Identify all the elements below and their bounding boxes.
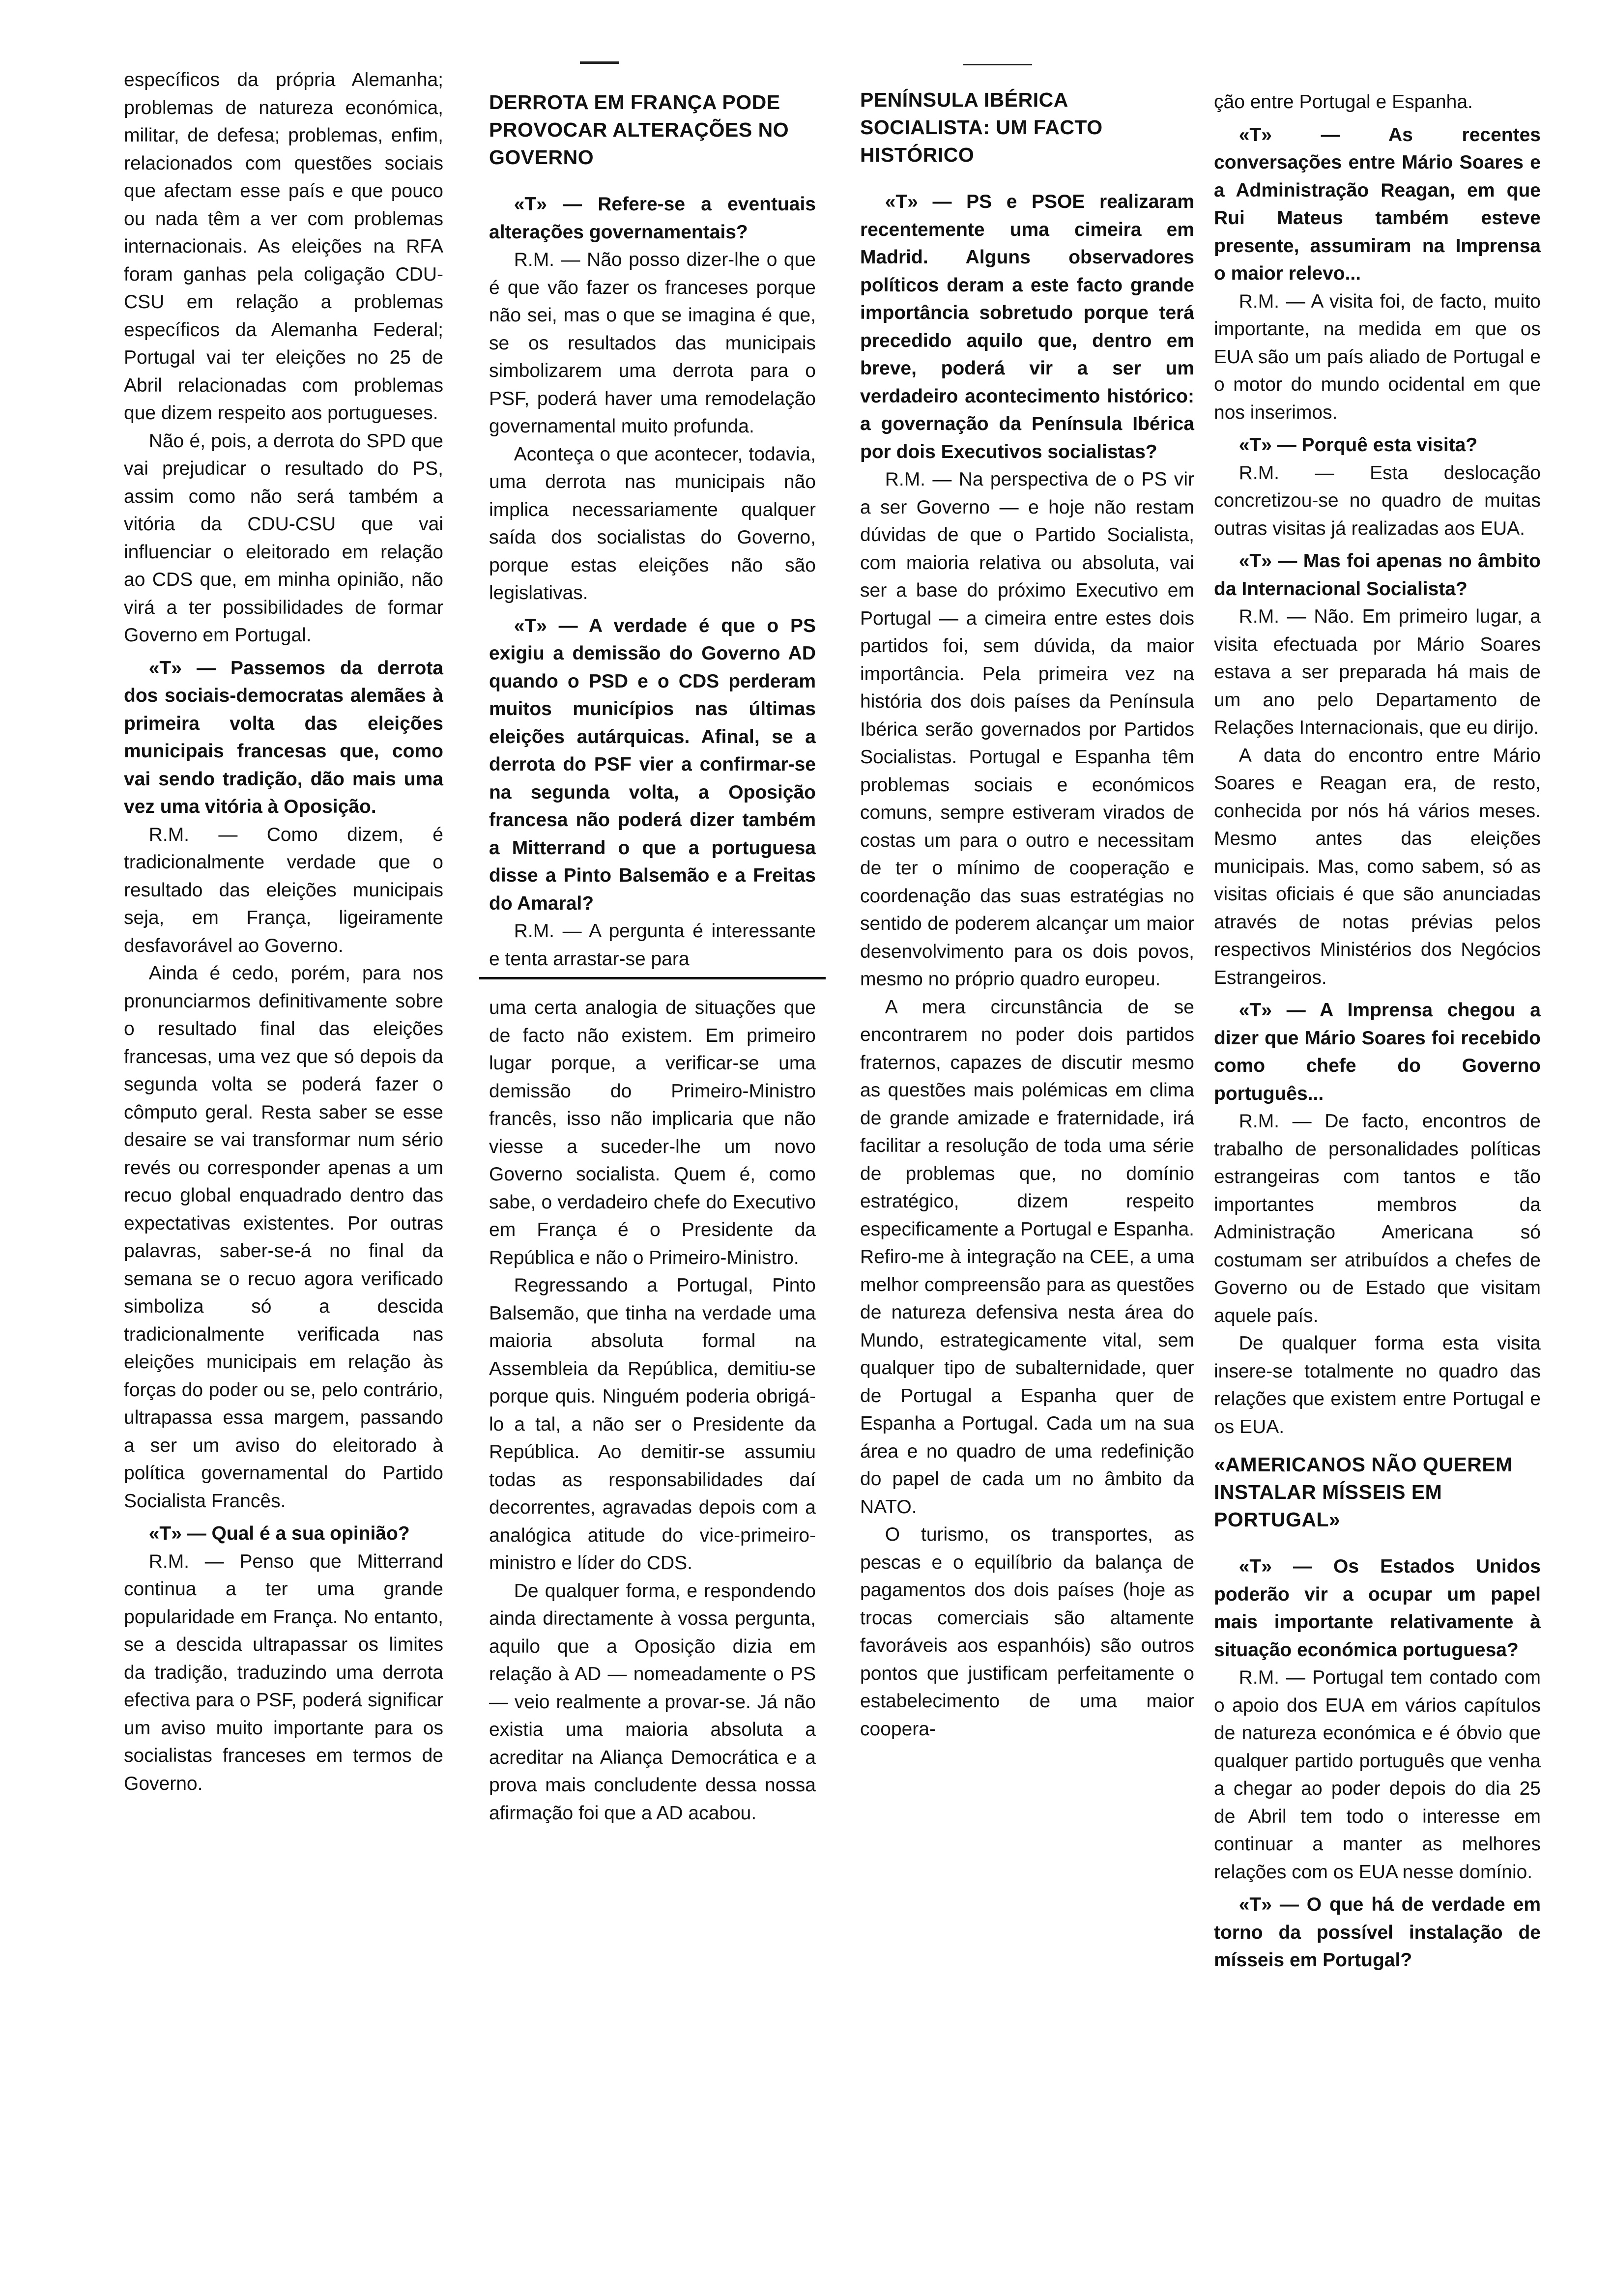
interview-answer: ção entre Portugal e Espanha. — [1214, 91, 1473, 113]
interview-answer: R.M. — Esta deslocação concretizou-se no quadro de muitas outras visitas já realizadas aos EUA. — [1214, 462, 1541, 539]
interview-answer: A data do encontro entre Mário Soares e Reagan era, de resto, conhecida por nós há vários meses. Mesmo antes das eleições municipais. Mas, como sabem, só as visitas oficiais é que são anunciadas através de notas prévias pelos respectivos Ministérios dos Negócios Estrangeiros. — [1214, 745, 1541, 988]
section-headline: PENÍNSULA IBÉRICA SOCIALISTA: UM FACTO HISTÓRICO — [860, 88, 1103, 166]
interview-question: «T» — O que há de verdade em torno da possível instalação de mísseis em Portugal? — [1214, 1894, 1541, 1971]
interview-question: «T» — A Imprensa chegou a dizer que Mário Soares foi recebido como chefe do Governo português... — [1214, 1000, 1541, 1104]
interview-answer: De qualquer forma esta visita insere-se totalmente no quadro das relações que existem entre Portugal e os EUA. — [1214, 1333, 1541, 1437]
interview-question: «T» — PS e PSOE realizaram recentemente uma cimeira em Madrid. Alguns observadores políticos deram a este facto grande importância sobretudo porque terá precedido aquilo que, dentro em breve, poderá vir a ser um verdadeiro acontecimento histórico: a governação da Península Ibérica por dois Executivos socialistas? — [860, 191, 1194, 462]
interview-question: «T» — As recentes conversações entre Mário Soares e a Administração Reagan, em que Rui Mateus também esteve presente, assumiram na Imprensa o maior relevo... — [1214, 124, 1541, 284]
interview-question: «T» — Porquê esta visita? — [1238, 434, 1478, 456]
interview-question: «T» — Passemos da derrota dos sociais-democratas alemães à primeira volta das eleições municipais francesas que, como vai sendo tradição, dão mais uma vez uma vitória à Oposição. — [124, 657, 443, 817]
interview-question: «T» — Refere-se a eventuais alterações governamentais? — [489, 194, 816, 243]
section-headline: «AMERICANOS NÃO QUEREM INSTALAR MÍSSEIS EM PORTUGAL» — [1214, 1453, 1513, 1531]
interview-answer: Ainda é cedo, porém, para nos pronunciarmos definitivamente sobre o resultado final das eleições francesas, uma vez que só depois da segunda volta se poderá fazer o cômputo geral. Resta saber se esse desaire se vai transformar num sério revés ou corresponder apenas a um recuo global enquadrado dentro das expectativas existentes. Por outras palavras, saber-se-á no final da semana se o recuo agora verificado simboliza só a descida tradicionalmente verificada nas eleições municipais em relação às forças do poder ou se, pelo contrário, ultrapassa essa margem, passando a ser um aviso do eleitorado à política governamental do Partido Socialista Francês. — [124, 963, 443, 1512]
interview-answer: R.M. — De facto, encontros de trabalho de personalidades políticas estrangeiras com tantos e tão importantes membros da Administração Americana só costumam ser atribuídos a chefes de Governo ou de Estado que visitam aquele país. — [1214, 1111, 1541, 1326]
interview-answer: uma certa analogia de situações que de facto não existem. Em primeiro lugar porque, a verificar-se uma demissão do Primeiro-Ministro francês, isso não implicaria que não viesse a suceder-lhe um novo Governo socialista. Quem é, como sabe, o verdadeiro chefe do Executivo em França é o Presidente da República e não o Primeiro-Ministro. — [489, 997, 816, 1268]
interview-answer: R.M. — A visita foi, de facto, muito importante, na medida em que os EUA são um país aliado de Portugal e o motor do mundo ocidental em que nos inserimos. — [1214, 290, 1541, 423]
interview-answer: A mera circunstância de se encontrarem no poder dois partidos fraternos, capazes de discutir mesmo as questões mais polémicas em clima de grande amizade e fraternidade, irá facilitar a resolução de toda uma série de problemas que, no domínio estratégico, dizem respeito especificamente a Portugal e Espanha. Refiro-me à integração na CEE, a uma melhor compreensão para as questões de natureza defensiva nesta área do Mundo, estrategicamente vital, sem qualquer tipo de subalternidade, quer de Portugal a Espanha quer de Espanha a Portugal. Cada um na sua área e no quadro de uma redefinição do papel de cada um no âmbito da NATO. — [860, 996, 1194, 1518]
interview-question: «T» — Mas foi apenas no âmbito da Internacional Socialista? — [1214, 550, 1541, 600]
interview-question: «T» — Qual é a sua opinião? — [148, 1523, 410, 1544]
interview-answer: específicos da própria Alemanha; problemas de natureza económica, militar, de defesa; problemas, enfim, relacionados com questões sociais que afectam esse país e que pouco ou nada têm a ver com problemas internacionais. As eleições na RFA foram ganhas pela coligação CDU-CSU em relação a problemas específicos da Alemanha Federal; Portugal vai ter eleições no 25 de Abril relacionadas com problemas que dizem respeito aos portugueses. — [124, 69, 443, 424]
interview-question: «T» — A verdade é que o PS exigiu a demissão do Governo AD quando o PSD e o CDS perderam muitos municípios nas últimas eleições autárquicas. Afinal, se a derrota do PSF vier a confirmar-se na segunda volta, a Oposição francesa não poderá dizer também a Mitterrand o que a portuguesa disse a Pinto Balsemão e a Freitas do Amaral? — [489, 615, 816, 914]
interview-answer: R.M. — Na perspectiva de o PS vir a ser Governo — e hoje não restam dúvidas de que o Partido Socialista, com maioria relativa ou absoluta, vai ser a base do próximo Executivo em Portugal — a cimeira entre estes dois partidos foi, sem dúvida, da maior importância. Pela primeira vez na história dos dois países da Península Ibérica serão governados por Partidos Socialistas. Portugal e Espanha têm problemas sociais e económicos comuns, sempre estiveram virados de costas um para o outro e necessitam de ter o mínimo de cooperação e coordenação das suas estratégias no sentido de poderem alcançar um maior desenvolvimento para os dois povos, mesmo no próprio quadro europeu. — [860, 469, 1194, 990]
interview-answer: R.M. — Não posso dizer-lhe o que é que vão fazer os franceses porque não sei, mas o que se imagina é que, se os resultados das municipais simbolizarem uma derrota para o PSF, poderá haver uma remodelação governamental muito profunda. — [489, 249, 816, 437]
interview-answer: Não é, pois, a derrota do SPD que vai prejudicar o resultado do PS, assim como não será também a vitória da CDU-CSU que vai influenciar o eleitorado em relação ao CDS que, em minha opinião, não virá a ter possibilidades de formar Governo em Portugal. — [124, 430, 443, 646]
interview-answer: R.M. — Penso que Mitterrand continua a ter uma grande popularidade em França. No entanto, se a descida ultrapassar os limites da tradição, traduzindo uma derrota efectiva para o PSF, poderá significar um aviso muito importante para os socialistas franceses em termos de Governo. — [124, 1550, 443, 1794]
article-column-4 — [1214, 88, 1541, 1975]
interview-answer: R.M. — Como dizem, é tradicionalmente verdade que o resultado das eleições municipais seja, em França, ligeiramente desfavorável ao Governo. — [124, 824, 443, 956]
article-column-2 — [489, 88, 816, 1827]
article-column-1 — [124, 66, 443, 1798]
interview-answer: Regressando a Portugal, Pinto Balsemão, que tinha na verdade uma maioria absoluta formal na Assembleia da República, demitiu-se porque quis. Ninguém poderia obrigá-lo a tal, a não ser o Presidente da República. Ao demitir-se assumiu todas as responsabilidades daí decorrentes, agravadas depois com a analógica atitude do vice-primeiro-ministro e líder do CDS. — [489, 1275, 816, 1574]
decorative-mark — [580, 61, 619, 64]
interview-question: «T» — Os Estados Unidos poderão vir a ocupar um papel mais importante relativamente à situação económica portuguesa? — [1214, 1556, 1541, 1661]
interview-answer: R.M. — A pergunta é interessante e tenta arrastar-se para — [489, 920, 816, 970]
interview-answer: R.M. — Não. Em primeiro lugar, a visita efectuada por Mário Soares estava a ser preparada há mais de um ano pelo Departamento de Relações Internacionais, que eu dirijo. — [1214, 606, 1541, 738]
section-headline: DERROTA EM FRANÇA PODE PROVOCAR ALTERAÇÕES NO GOVERNO — [489, 91, 789, 169]
interview-answer: R.M. — Portugal tem contado com o apoio dos EUA em vários capítulos de natureza económica e é óbvio que qualquer partido português que venha a chegar ao poder depois do dia 25 de Abril tem todo o interesse em continuar a manter as melhores relações com os EUA nesse domínio. — [1214, 1667, 1541, 1883]
interview-answer: O turismo, os transportes, as pescas e o equilíbrio da balança de pagamentos dos dois países (hoje as trocas comerciais são altamente favoráveis aos espanhóis) são outros pontos que justificam perfeitamente o estabelecimento de uma maior coopera- — [860, 1524, 1194, 1740]
interview-answer: Aconteça o que acontecer, todavia, uma derrota nas municipais não implica necessariamente qualquer saída dos socialistas do Governo, porque estas eleições não são legislativas. — [489, 443, 816, 603]
horizontal-divider — [479, 977, 826, 979]
interview-answer: De qualquer forma, e respondendo ainda directamente à vossa pergunta, aquilo que a Oposição dizia em relação à AD — nomeadamente o PS — veio realmente a provar-se. Já não existia uma maioria absoluta a acreditar na Aliança Democrática e a prova mais concludente dessa nossa afirmação foi que a AD acabou. — [489, 1580, 816, 1824]
decorative-mark — [963, 64, 1032, 65]
article-column-3 — [860, 86, 1194, 1743]
